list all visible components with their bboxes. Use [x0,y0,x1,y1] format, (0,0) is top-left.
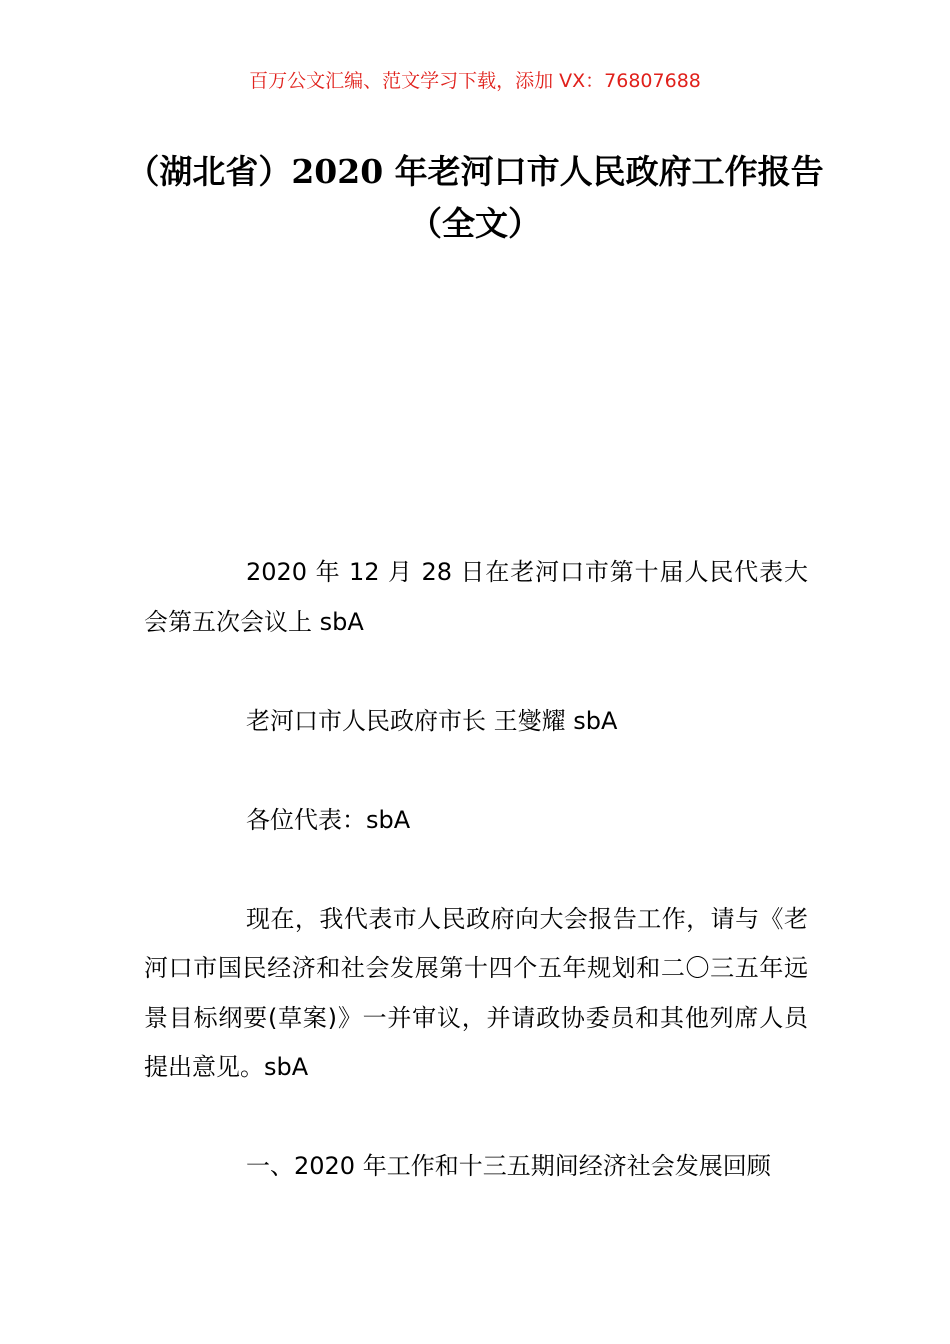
meeting-info-paragraph: 2020 年 12 月 28 日在老河口市第十届人民代表大会第五次会议上 sbA [144,558,808,636]
speaker-paragraph: 老河口市人民政府市长 王燮耀 sbA [246,706,618,735]
intro-paragraph: 现在，我代表市人民政府向大会报告工作，请与《老河口市国民经济和社会发展第十四个五年规划和二〇三五年远景目标纲要(草案)》一并审议，并请政协委员和其他列席人员提出意见。sbA [144,904,808,1081]
section-heading-paragraph: 一、2020 年工作和十三五期间经济社会发展回顾 [246,1152,771,1180]
document-title: （湖北省）2020 年老河口市人民政府工作报告（全文） [126,152,824,243]
document-body [144,548,808,1192]
salutation-paragraph: 各位代表：sbA [246,805,411,834]
promo-header-note: 百万公文汇编、范文学习下载，添加 VX：76807688 [249,70,701,92]
